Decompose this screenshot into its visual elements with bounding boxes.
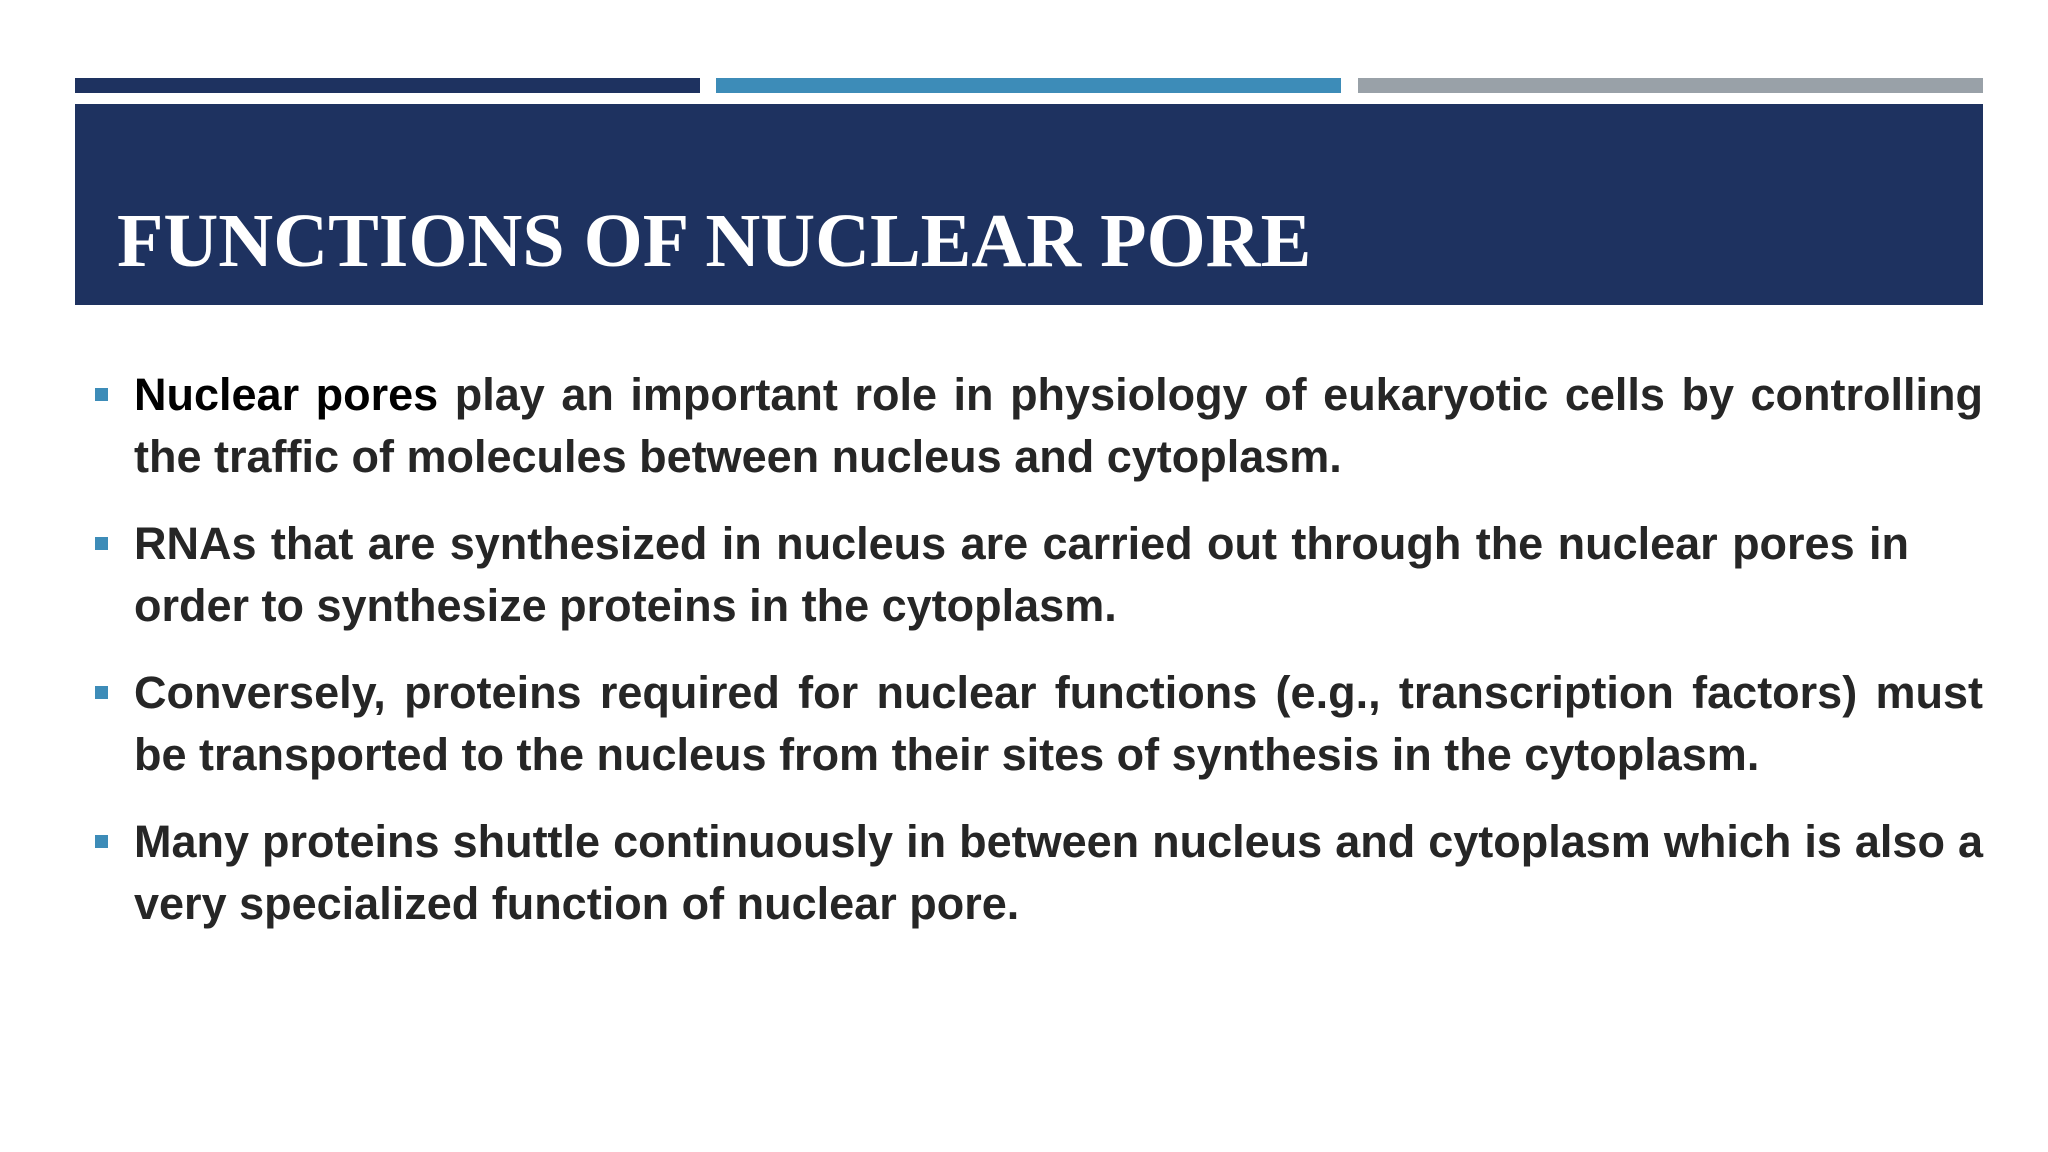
bullet-item [92,364,1983,488]
accent-bar-blue [716,78,1341,93]
accent-bar-dark [75,78,700,93]
title-band [75,104,1983,305]
bullet-lead: Nuclear pores [134,369,439,420]
bullet-body: Many proteins shuttle continuously in between nucleus and cytoplasm which is also a very specialized function of nuclear pore. [134,816,1983,929]
accent-bar-grey [1358,78,1983,93]
slide-title: FUNCTIONS OF NUCLEAR PORE [117,199,1312,283]
bullet-body: play an important role in physiology of eukaryotic cells by controlling the traffic of molecules between nucleus and cytoplasm. [134,369,1984,482]
bullet-item [92,811,1983,935]
bullet-list [92,364,1983,960]
bullet-body: Conversely, proteins required for nuclear functions (e.g., transcription factors) must be transported to the nucleus from their sites of synthesis in the cytoplasm. [134,667,1983,780]
square-bullet-icon [95,835,108,848]
bullet-item [92,513,1909,637]
square-bullet-icon [95,388,108,401]
square-bullet-icon [95,537,108,550]
bullet-text [134,364,1983,488]
square-bullet-icon [95,686,108,699]
bullet-body: RNAs that are synthesized in nucleus are carried out through the nuclear pores in order to synthesize proteins in the cytoplasm. [134,518,1909,631]
bullet-text [134,811,1983,935]
bullet-item [92,662,1983,786]
bullet-text [134,513,1909,637]
bullet-text [134,662,1983,786]
